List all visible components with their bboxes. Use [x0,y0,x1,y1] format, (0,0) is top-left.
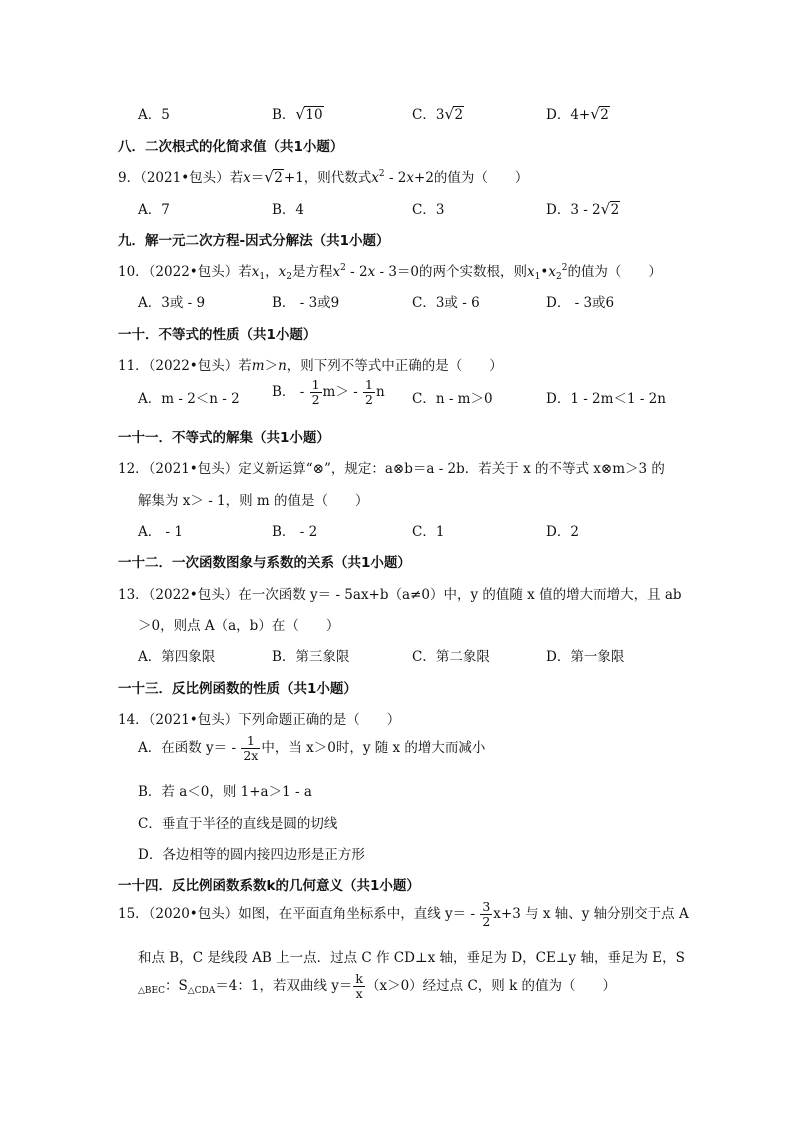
q9-option-a: A．7 [138,202,170,218]
question-14-stem: 14．（2021•包头）下列命题正确的是（ ） [118,712,401,728]
question-15-line-3: $_{\triangle BEC}$：$S_{\triangle CDA}=4$：1，若双曲线 y＝ $\frac{k}{x}$ （x＞0）经过点 C，则 k 的值为（ ） [138,971,617,1001]
q13-option-d: D．第一象限 [546,649,625,665]
q14-option-d: D．各边相等的圆内接四边形是正方形 [138,847,365,863]
q9-option-c: C．3 [412,202,445,218]
q10-option-b: B． - 3或9 [272,295,340,311]
section-heading: 八．二次根式的化简求值（共1小题） [118,139,344,155]
sqrt-symbol: √ 2 [264,168,283,186]
section-heading: 九．解一元二次方程-因式分解法（共1小题） [118,233,390,249]
question-10-stem: 10．（2022•包头）若$x_1$，$x_2$是方程$x^2 - 2x - 3=0$的两个实数根，则$x_1•x_2^2$的值为（ ） [118,263,662,282]
q8-option-d: D．4+ √ 2 [546,105,609,123]
q14-option-b: B．若 a＜0，则 1+a＞1 - a [138,784,312,800]
q10-option-a: A．3或 - 9 [138,295,206,311]
fraction: $\frac{1}{2x}$ [243,733,259,763]
q11-option-a: A．m - 2＜n - 2 [138,391,240,407]
sqrt-symbol: √ 10 [295,105,323,123]
q12-option-d: D．2 [546,524,579,540]
question-15-line-1: 15．（2020•包头）如图，在平面直角坐标系中，直线 y＝ - $\frac{3}{2}$ x+3 与 x 轴、y 轴分别交于点 A [118,899,689,929]
fraction: $\frac{3}{2}$ [482,899,491,929]
question-13-line-2: ＞0，则点 A（a，b）在（ ） [138,618,340,634]
fraction: $\frac{1}{2}$ [364,377,373,407]
q13-option-c: C．第二象限 [412,649,490,665]
q8-option-b: B． √ 10 [272,105,323,123]
section-heading: 一十．不等式的性质（共1小题） [118,327,317,343]
question-15-line-2: 和点 B，C 是线段 AB 上一点．过点 C 作 CD⊥x 轴，垂足为 D，CE⊥y 轴，垂足为 E，S [138,950,685,966]
q14-option-c: C．垂直于半径的直线是圆的切线 [138,816,338,832]
q8-option-a: A．5 [138,107,170,123]
question-12-line-2: 解集为 x＞ - 1，则 m 的值是（ ） [138,493,369,509]
sqrt-symbol: √ 2 [444,105,464,123]
q11-option-c: C．n - m＞0 [412,391,493,407]
question-9-stem: 9．（2021•包头）若x＝ √ 2+1，则代数式$x^2 - 2x+2$的值为（ ） [118,168,529,186]
question-13-line-1: 13．（2022•包头）在一次函数 y＝ - 5ax+b（a≠0）中，y 的值随 x 值的增大而增大，且 ab [118,587,682,603]
q12-option-a: A． - 1 [138,524,183,540]
q9-option-d: D．3 - 2 √ 2 [546,200,620,218]
q13-option-a: A．第四象限 [138,649,216,665]
question-12-line-1: 12．（2021•包头）定义新运算“⊗”，规定：a⊗b＝a - 2b．若关于 x 的不等式 x⊗m＞3 的 [118,461,665,477]
section-heading: 一十二．一次函数图象与系数的关系（共1小题） [118,555,411,571]
section-heading: 一十三．反比例函数的性质（共1小题） [118,681,357,697]
q9-option-b: B．4 [272,202,305,218]
q10-option-d: D． - 3或6 [546,295,615,311]
q12-option-c: C．1 [412,524,445,540]
fraction: $\frac{k}{x}$ [355,971,363,1001]
q12-option-b: B． - 2 [272,524,318,540]
q11-option-b: B． - $\frac{1}{2}$ m＞ - $\frac{1}{2}$ n [272,377,385,407]
q8-option-c: C．3 √ 2 [412,105,464,123]
q14-option-a: A．在函数 y＝ - $\frac{1}{2x}$ 中，当 x＞0时，y 随 x 的增大而减小 [138,733,486,763]
q10-option-c: C．3或 - 6 [412,295,480,311]
section-heading: 一十四．反比例函数系数k的几何意义（共1小题） [118,878,420,894]
sqrt-symbol: √ 2 [590,105,609,123]
section-heading: 一十一．不等式的解集（共1小题） [118,430,330,446]
q13-option-b: B．第三象限 [272,649,350,665]
q11-option-d: D．1 - 2m＜1 - 2n [546,391,666,407]
question-11-stem: 11．（2022•包头）若m＞n，则下列不等式中正确的是（ ） [118,358,503,374]
sqrt-symbol: √ 2 [600,200,620,218]
fraction: $\frac{1}{2}$ [311,377,320,407]
